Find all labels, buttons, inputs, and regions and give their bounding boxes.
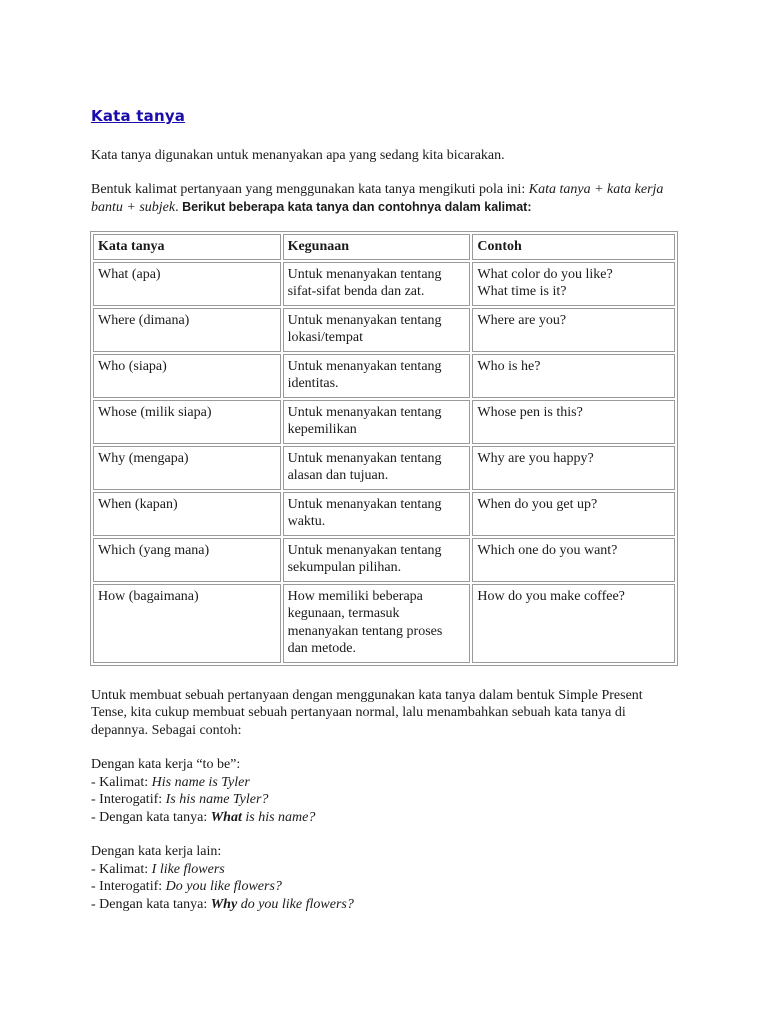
cell-example: When do you get up?	[472, 492, 675, 536]
line-label: - Kalimat:	[91, 861, 152, 877]
question-words-table	[90, 231, 678, 666]
pattern-lead: Bentuk kalimat pertanyaan yang menggunakan kata tanya mengikuti pola ini:	[91, 182, 529, 197]
line-text: His name is Tyler	[151, 774, 250, 790]
to-be-line-kalimat	[91, 774, 681, 792]
header-contoh: Contoh	[472, 234, 675, 260]
pattern-paragraph	[91, 181, 681, 216]
cell-use: Untuk menanyakan tentang identitas.	[283, 354, 471, 398]
cell-word: Whose (milik siapa)	[93, 400, 281, 444]
example-line: What time is it?	[477, 284, 567, 299]
line-text: Do you like flowers?	[165, 879, 282, 894]
cell-use: Untuk menanyakan tentang sifat-sifat benda dan zat.	[283, 262, 471, 306]
table-row	[93, 584, 675, 663]
cell-example: Where are you?	[472, 308, 675, 352]
cell-example: Why are you happy?	[472, 446, 675, 490]
intro-paragraph: Kata tanya digunakan untuk menanyakan apa yang sedang kita bicarakan.	[91, 147, 505, 163]
question-word: What	[210, 809, 242, 825]
line-text: do you like flowers?	[237, 896, 354, 912]
table-row	[93, 400, 675, 444]
cell-use: Untuk menanyakan tentang lokasi/tempat	[283, 308, 471, 352]
document-content	[91, 108, 681, 913]
line-label: - Dengan kata tanya:	[91, 896, 211, 912]
pattern-formula: Kata tanya + kata kerja bantu + subjek	[91, 182, 664, 215]
table-row	[93, 262, 675, 306]
line-label: - Kalimat:	[91, 774, 152, 790]
cell-use: Untuk menanyakan tentang sekumpulan pilihan.	[283, 538, 471, 582]
simple-present-paragraph: Untuk membuat sebuah pertanyaan dengan menggunakan kata tanya dalam bentuk Simple Present Tense, kita cukup membuat sebuah pertanyaan normal, lalu menambahkan sebuah kata tanya di depannya. Sebagai contoh:	[91, 687, 643, 738]
cell-word: Who (siapa)	[93, 354, 281, 398]
pattern-period: .	[175, 199, 179, 215]
cell-word: How (bagaimana)	[93, 584, 281, 663]
other-verb-heading: Dengan kata kerja lain:	[91, 844, 222, 859]
cell-example: Which one do you want?	[472, 538, 675, 582]
line-text: I like flowers	[151, 861, 225, 877]
to-be-heading: Dengan kata kerja “to be”:	[91, 757, 241, 772]
cell-use: Untuk menanyakan tentang waktu.	[283, 492, 471, 536]
other-line-kata-tanya	[91, 896, 681, 914]
cell-word: Why (mengapa)	[93, 446, 281, 490]
cell-word: What (apa)	[93, 262, 281, 306]
other-line-kalimat	[91, 861, 681, 879]
cell-use: Untuk menanyakan tentang kepemilikan	[283, 400, 471, 444]
line-label: - Interogatif:	[91, 792, 166, 807]
line-text: Is his name Tyler?	[165, 792, 269, 807]
cell-word: When (kapan)	[93, 492, 281, 536]
line-text: is his name?	[241, 809, 316, 825]
cell-example: Whose pen is this?	[472, 400, 675, 444]
cell-example: Who is he?	[472, 354, 675, 398]
cell-example	[472, 262, 675, 306]
example-line: What color do you like?	[477, 266, 613, 282]
other-verb-examples	[91, 843, 681, 913]
table-row	[93, 538, 675, 582]
table-row	[93, 354, 675, 398]
cell-use: How memiliki beberapa kegunaan, termasuk menanyakan tentang proses dan metode.	[283, 584, 471, 663]
to-be-line-interogatif	[91, 791, 681, 809]
table-header-row	[93, 234, 675, 260]
table-row	[93, 308, 675, 352]
to-be-examples	[91, 756, 681, 826]
other-line-interogatif	[91, 878, 681, 896]
table-row	[93, 492, 675, 536]
pattern-tail: Berikut beberapa kata tanya dan contohnya dalam kalimat:	[178, 199, 532, 214]
header-kata-tanya: Kata tanya	[93, 234, 281, 260]
line-label: - Interogatif:	[91, 879, 166, 894]
cell-word: Where (dimana)	[93, 308, 281, 352]
cell-word: Which (yang mana)	[93, 538, 281, 582]
header-kegunaan: Kegunaan	[283, 234, 471, 260]
to-be-line-kata-tanya	[91, 809, 681, 827]
question-word: Why	[210, 896, 238, 912]
line-label: - Dengan kata tanya:	[91, 809, 211, 825]
cell-example: How do you make coffee?	[472, 584, 675, 663]
cell-use: Untuk menanyakan tentang alasan dan tujuan.	[283, 446, 471, 490]
page-title[interactable]: Kata tanya	[91, 107, 186, 125]
table-row	[93, 446, 675, 490]
